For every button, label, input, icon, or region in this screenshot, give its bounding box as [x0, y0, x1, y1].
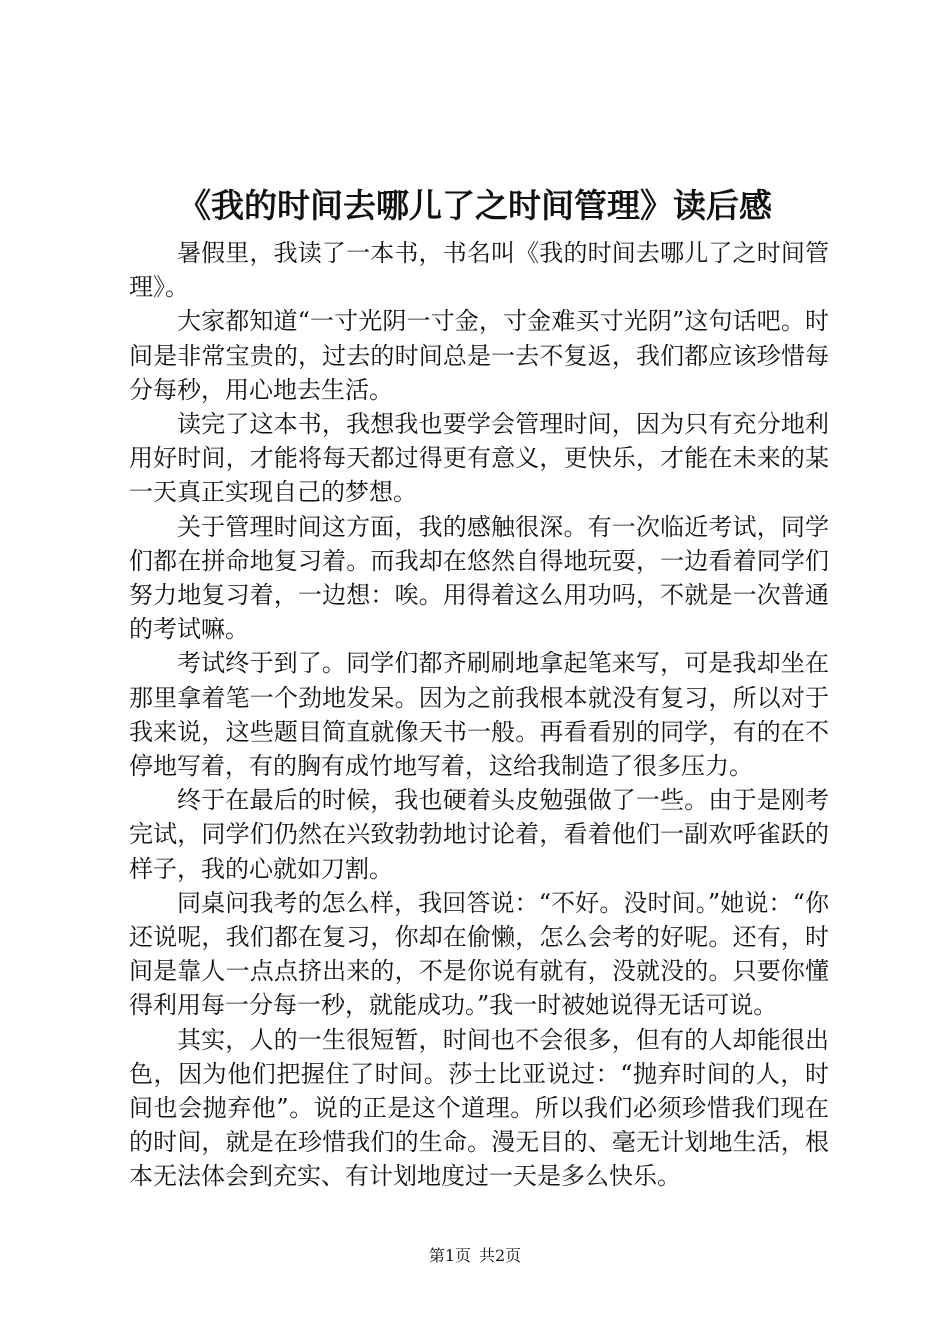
- document-title: 《我的时间去哪儿了之时间管理》读后感: [178, 186, 772, 225]
- document-body: [129, 236, 829, 1194]
- paragraph-8: 其实，人的一生很短暂，时间也不会很多，但有的人却能很出色，因为他们把握住了时间。莎士比亚说过：“抛弃时间的人，时间也会抛弃他”。说的正是这个道理。所以我们必须珍惜我们现在的时间，就是在珍惜我们的生命。漫无目的、毫无计划地生活，根本无法体会到充实、有计划地度过一天是多么快乐。: [129, 1025, 829, 1191]
- page-number-total: 共2页: [479, 1246, 522, 1265]
- paragraph-1: 暑假里，我读了一本书，书名叫《我的时间去哪儿了之时间管理》。: [129, 239, 829, 302]
- paragraph-3: 读完了这本书，我想我也要学会管理时间，因为只有充分地利用好时间，才能将每天都过得更有意义，更快乐，才能在未来的某一天真正实现自己的梦想。: [129, 410, 829, 507]
- paragraph-7: 同桌问我考的怎么样，我回答说：“不好。没时间。”她说：“你还说呢，我们都在复习，你却在偷懒，怎么会考的好呢。还有，时间是靠人一点点挤出来的，不是你说有就有，没就没的。只要你懂得利用每一分每一秒，就能成功。”我一时被她说得无话可说。: [129, 888, 829, 1020]
- paragraph-5: 考试终于到了。同学们都齐刷刷地拿起笔来写，可是我却坐在那里拿着笔一个劲地发呆。因为之前我根本就没有复习，所以对于我来说，这些题目简直就像天书一般。再看看别的同学，有的在不停地写着，有的胸有成竹地写着，这给我制造了很多压力。: [129, 649, 829, 781]
- paragraph-6: 终于在最后的时候，我也硬着头皮勉强做了一些。由于是刚考完试，同学们仍然在兴致勃勃地讨论着，看着他们一副欢呼雀跃的样子，我的心就如刀割。: [129, 786, 829, 883]
- page-number-current: 第1页: [428, 1246, 471, 1265]
- paragraph-4: 关于管理时间这方面，我的感触很深。有一次临近考试，同学们都在拼命地复习着。而我却在悠然自得地玩耍，一边看着同学们努力地复习着，一边想：唉。用得着这么用功吗，不就是一次普通的考试嘛。: [129, 512, 829, 644]
- page-footer: [0, 1244, 950, 1268]
- paragraph-2: 大家都知道“一寸光阴一寸金，寸金难买寸光阴”这句话吧。时间是非常宝贵的，过去的时间总是一去不复返，我们都应该珍惜每分每秒，用心地去生活。: [129, 307, 829, 404]
